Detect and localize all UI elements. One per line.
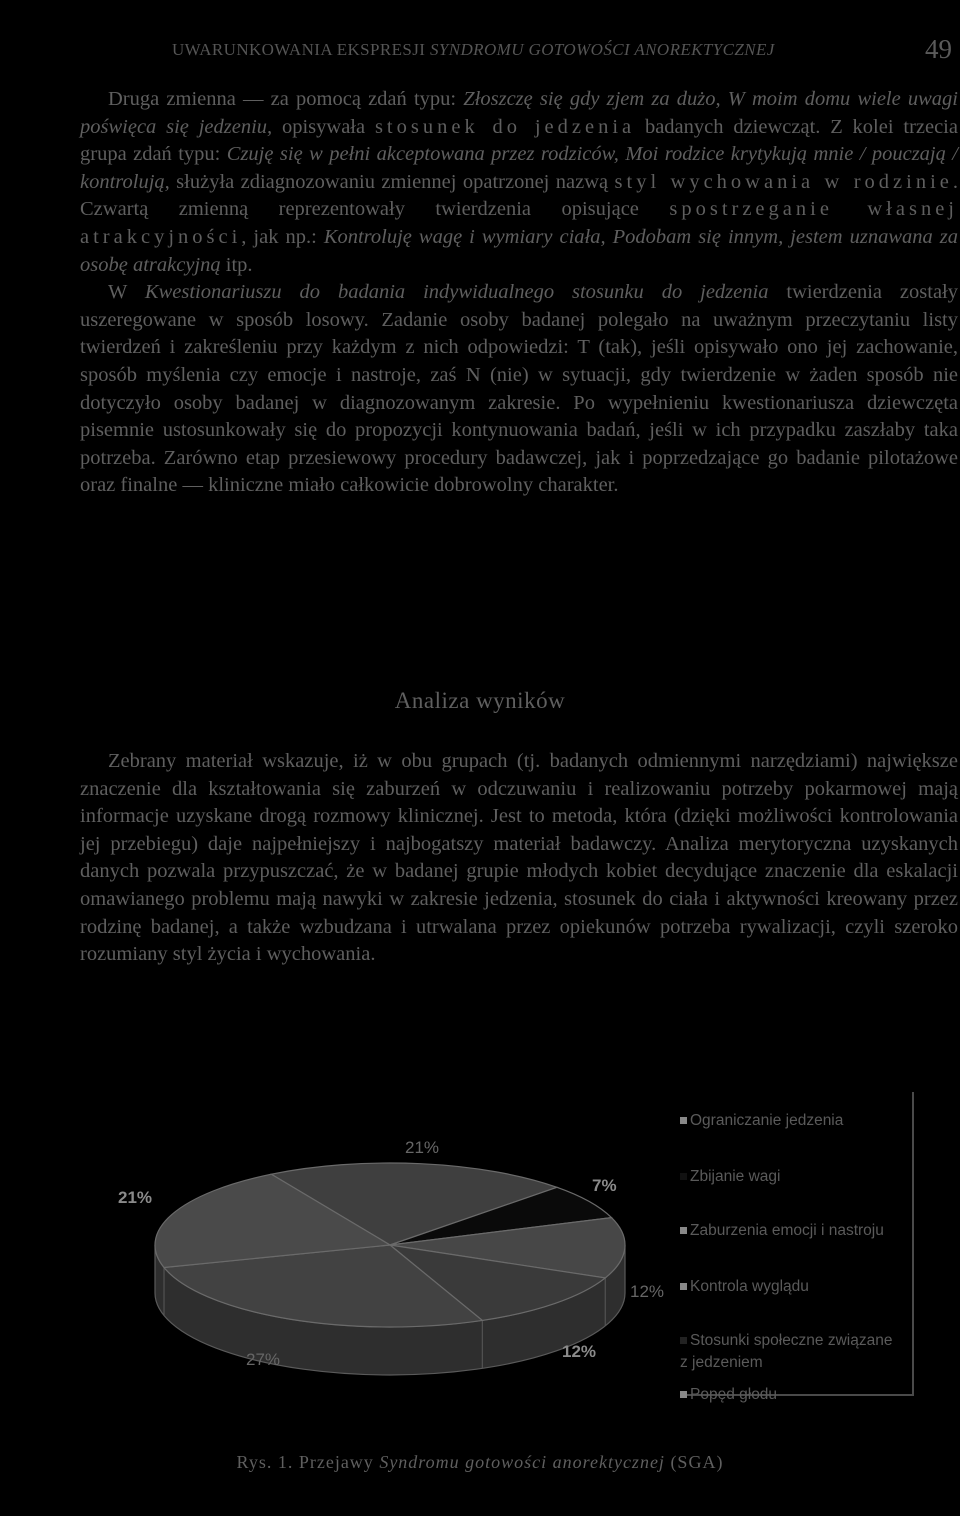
page-header bbox=[0, 34, 960, 66]
legend-item bbox=[680, 1330, 902, 1374]
caption-italic: Syndromu gotowości anorektycznej bbox=[379, 1452, 665, 1472]
text-run: . Czwartą zmienną reprezentowały twierdzenia opisujące bbox=[80, 170, 958, 221]
pie-label: 12% bbox=[562, 1342, 597, 1361]
text-run: opisywała bbox=[272, 115, 375, 138]
page-number: 49 bbox=[925, 34, 952, 64]
legend-swatch bbox=[680, 1173, 687, 1180]
caption-text: (SGA) bbox=[664, 1452, 724, 1472]
paragraph-questionnaire bbox=[80, 279, 958, 500]
legend-item bbox=[680, 1276, 902, 1298]
legend-swatch bbox=[680, 1283, 687, 1290]
pie-label: 7% bbox=[592, 1176, 617, 1195]
legend-swatch bbox=[680, 1391, 687, 1398]
legend-swatch bbox=[680, 1337, 687, 1344]
paragraph-text bbox=[80, 86, 958, 279]
legend-item bbox=[680, 1110, 902, 1132]
spaced-run: spostrzeganie własnej atrakcyjności bbox=[80, 198, 958, 248]
paragraph-text: Zebrany materiał wskazuje, iż w obu grupach (tj. badanych odmiennymi narzędziami) największe znaczenie dla kształtowania się zaburzeń w odczuwaniu i realizowaniu potrzeby pokarmowej mają informacje uzyskane drogą rozmowy klinicznej. Jest to metoda, która (dzięki możliwości kontrolowania jej przebiegu) daje najpełniejszy i najbogatszy materiał badawczy. Analiza merytoryczna uzyskanych danych pozwala przypuszczać, że w badanej grupie młodych kobiet decydujące znaczenie dla eskalacji omawianego problemu mają nawyki w zakresie jedzenia, stosunek do ciała i aktywności kreowany przez rodzinę badanej, a także wzbudzana i utrwalana przez opiekunów potrzeba rywalizacji, czyli szeroko rozumiany styl życia i wychowania. bbox=[80, 750, 958, 966]
pie-label: 21% bbox=[405, 1138, 440, 1157]
italic-run: Złoszczę się gdy zjem za dużo, W moim domu wiele uwagi poświęca się jedzeniu, bbox=[80, 88, 958, 138]
text-run: , jak np.: bbox=[241, 225, 324, 248]
legend-swatch bbox=[680, 1227, 687, 1234]
chart-legend bbox=[680, 1092, 914, 1403]
legend-label: Zaburzenia emocji i nastroju bbox=[690, 1222, 884, 1239]
pie-chart-figure bbox=[100, 1080, 960, 1460]
running-head-italic: SYNDROMU GOTOWOŚCI ANOREKTYCZNEJ bbox=[430, 40, 775, 59]
legend-item bbox=[680, 1220, 902, 1242]
pie-chart bbox=[100, 1080, 680, 1450]
legend-swatch bbox=[680, 1117, 687, 1124]
text-run: Druga zmienna — za pomocą zdań typu: bbox=[108, 88, 464, 110]
italic-run: Kwestionariuszu do badania indywidualnego stosunku do jedzenia bbox=[144, 281, 769, 304]
legend-label: Ograniczanie jedzenia bbox=[690, 1112, 844, 1129]
pie-label: 21% bbox=[118, 1188, 153, 1207]
italic-run: Czuję się w pełni akceptowana przez rodziców, Moi rodzice krytykują mnie / pouczają / kontrolują, bbox=[80, 143, 958, 193]
paragraph-variables bbox=[80, 86, 958, 500]
legend-label: Stosunki społeczne związane z jedzeniem bbox=[680, 1332, 893, 1371]
legend-item bbox=[680, 1166, 902, 1188]
spaced-run: stosunek do jedzenia bbox=[374, 115, 636, 138]
text-run: badanych dziewcząt. Z kolei trzecia grupa zdań typu: bbox=[80, 115, 958, 166]
paragraph-results bbox=[80, 748, 958, 969]
legend-label: Zbijanie wagi bbox=[690, 1168, 781, 1185]
caption-text: Rys. 1. Przejawy bbox=[236, 1452, 380, 1472]
text-run: itp. bbox=[220, 253, 253, 276]
text-run: służyła zdiagnozowaniu zmiennej opatrzonej nazwą bbox=[169, 170, 615, 193]
figure-caption bbox=[0, 1452, 960, 1473]
pie-label: 12% bbox=[630, 1282, 665, 1301]
pie-label: 27% bbox=[246, 1350, 281, 1369]
legend-item bbox=[680, 1384, 902, 1406]
legend-label: Popęd głodu bbox=[690, 1386, 778, 1403]
legend-label: Kontrola wyglądu bbox=[690, 1278, 809, 1295]
running-head-text: UWARUNKOWANIA EKSPRESJI bbox=[172, 40, 431, 59]
running-head bbox=[172, 40, 775, 60]
italic-run: Kontroluję wagę i wymiary ciała, Podobam się innym, jestem uznawana za osobę atrakcyjną bbox=[80, 225, 958, 276]
text-run: W bbox=[108, 281, 145, 304]
text-run: twierdzenia zostały uszeregowane w sposób losowy. Zadanie osoby badanej polegało na uważnym przeczytaniu listy twierdzeń i zakreśleniu przy każdym z nich odpowiedzi: T (tak), jeśli opisywało ono jej zachowanie, sposób myślenia czy emocje i nastroje, zaś N (nie) w sytuacji, gdy twierdzenie w żaden sposób nie dotyczyło osoby badanej w diagnozowanym zakresie. Po wypełnieniu kwestionariusza dziewczęta pisemnie ustosunkowały się do propozycji kontynuowania badań, jeśli w ich przypadku zaszłaby taka potrzeba. Zarówno etap przesiewowy procedury badawczej, jak i poprzedzające go badanie pilotażowe oraz finalne — kliniczne miało całkowicie dobrowolny charakter. bbox=[80, 281, 959, 497]
spaced-run: styl wychowania w rodzinie bbox=[614, 170, 953, 193]
section-heading: Analiza wyników bbox=[394, 688, 566, 713]
